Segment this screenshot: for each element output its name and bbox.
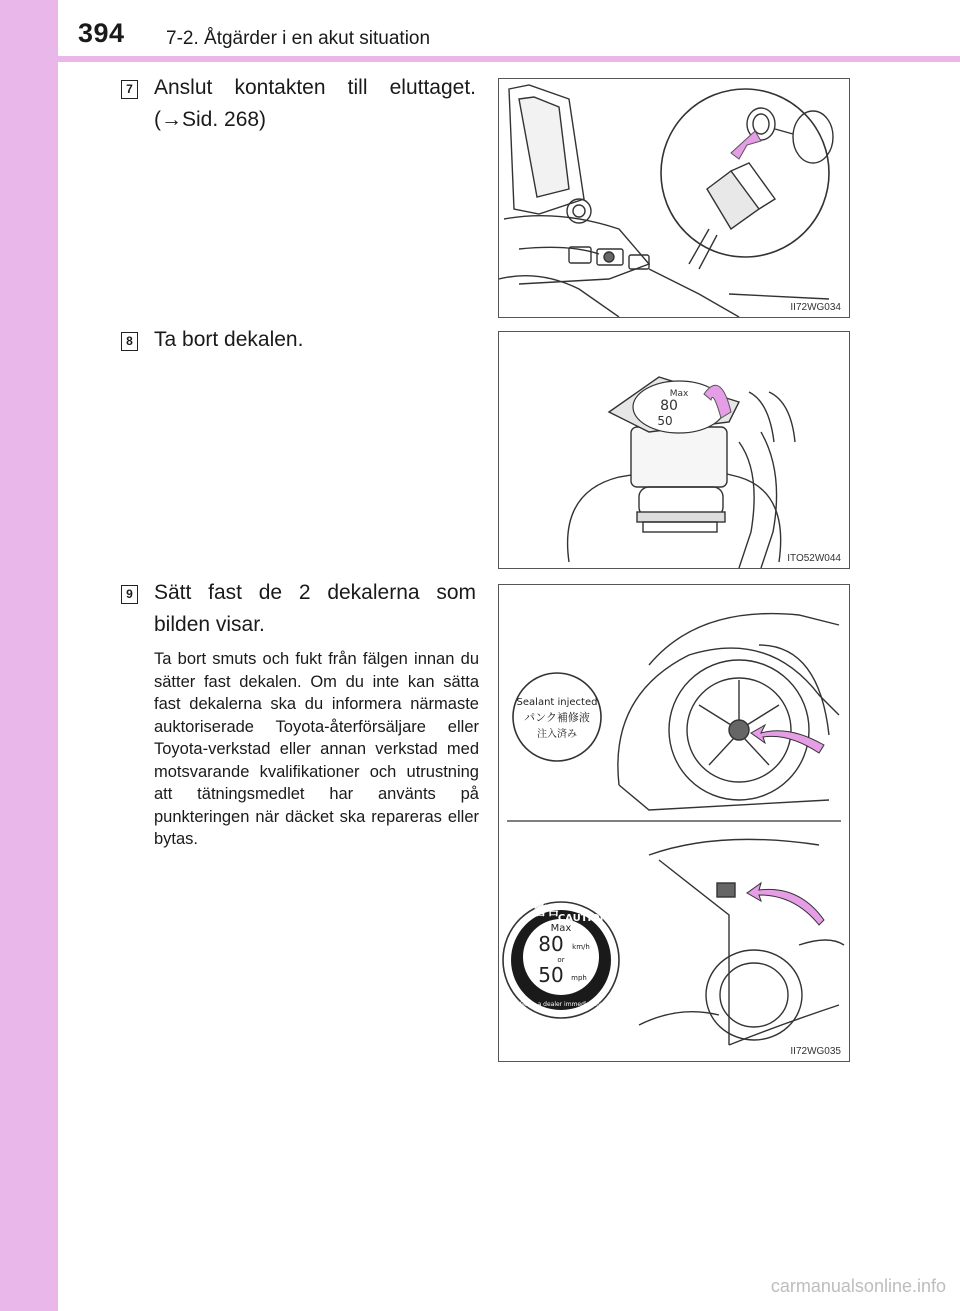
step-7-page-ref: (→Sid. 268) bbox=[154, 108, 267, 131]
step-9-note: Ta bort smuts och fukt från fälgen innan du sätter fast dekalen. Om du inte kan sätta fast dekalerna ska du informera närmaste auktoriserade Toyota-återförsäljare eller Toyota-verkstad eller annan verkstad med motsvarande kvalifikationer och utrustning att tätningsmedlet har använts på punkteringen när däcket ska repareras eller bytas. bbox=[154, 650, 479, 848]
decal-placement-illustration bbox=[499, 585, 849, 1061]
sticker2-or: or bbox=[557, 956, 565, 964]
decal-illustration bbox=[499, 332, 849, 568]
sticker2-bottom: Go to a dealer immediately. bbox=[519, 1001, 603, 1008]
step-8-text: Ta bort dekalen. bbox=[154, 328, 304, 351]
sticker2-mph-unit: mph bbox=[571, 974, 587, 982]
step-7-badge: 7 bbox=[121, 80, 138, 99]
sticker2-warning: 警告 bbox=[533, 904, 561, 919]
sticker1-line3: 注入済み bbox=[537, 729, 577, 740]
figure-8-remove-decal bbox=[498, 331, 850, 569]
step-8-badge: 8 bbox=[121, 332, 138, 351]
sticker2-mph-value: 50 bbox=[538, 963, 564, 987]
sticker2-caution: CAUTION bbox=[557, 913, 609, 924]
socket-illustration bbox=[499, 79, 849, 317]
sticker2-kmh-unit: km/h bbox=[572, 943, 590, 951]
sticker2-kmh-value: 80 bbox=[538, 932, 564, 956]
header-rule bbox=[58, 56, 960, 62]
step-7-line1: Anslut kontakten till eluttaget. bbox=[154, 76, 476, 99]
step-9-text: Sätt fast de 2 dekalerna som bilden visar. bbox=[154, 581, 476, 636]
sticker1-line1: Sealant injected bbox=[516, 697, 598, 708]
decal-kmh-value: 80 bbox=[660, 398, 678, 414]
sticker1-line2: パンク補修液 bbox=[524, 711, 590, 724]
figure-7-code: II72WG034 bbox=[790, 302, 841, 313]
decal-mph-value: 50 bbox=[657, 414, 673, 428]
decal-max-label: Max bbox=[669, 389, 689, 399]
figure-9-code: II72WG035 bbox=[790, 1046, 841, 1057]
chapter-sidebar bbox=[0, 0, 58, 1311]
page-number: 394 bbox=[78, 18, 125, 48]
step-9-badge: 9 bbox=[121, 585, 138, 604]
watermark: carmanualsonline.info bbox=[770, 1276, 946, 1296]
figure-9-apply-decals bbox=[498, 584, 850, 1062]
sticker2-max: Max bbox=[550, 923, 572, 934]
step-7-text bbox=[154, 72, 476, 136]
section-title: 7-2. Åtgärder i en akut situation bbox=[166, 28, 431, 49]
figure-7-charger-socket bbox=[498, 78, 850, 318]
figure-8-code: ITO52W044 bbox=[787, 553, 841, 564]
